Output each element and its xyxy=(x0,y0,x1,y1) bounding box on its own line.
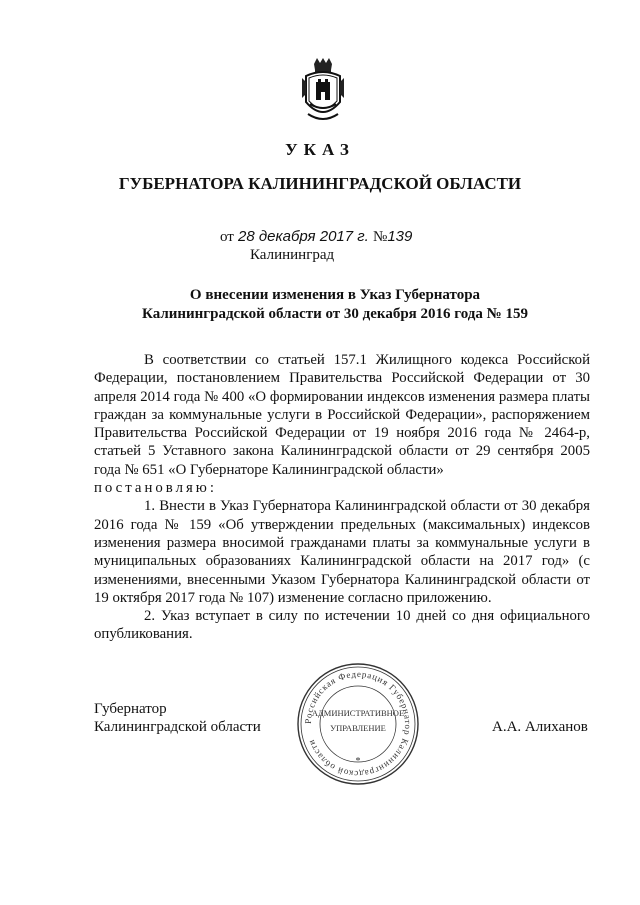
date-prefix: от xyxy=(220,229,234,245)
subject-heading xyxy=(90,286,580,324)
official-seal xyxy=(294,660,422,788)
coat-of-arms-emblem xyxy=(300,58,346,126)
document-number: 139 xyxy=(387,228,413,245)
number-label: № xyxy=(373,229,388,245)
document-date: 28 декабря 2017 г. xyxy=(238,228,369,245)
signatory-name: А.А. Алиханов xyxy=(492,719,588,735)
decree-body xyxy=(94,351,590,644)
document-type-title: УКАЗ xyxy=(285,140,355,159)
seal-center-line-2: УПРАВЛЕНИЕ xyxy=(330,723,386,733)
preamble-paragraph: В соответствии со статьей 157.1 Жилищного кодекса Российской Федерации, постановлением Правительства Российской Федерации от 30 апреля 2014 года № 400 «О формировании индексов изменения размера платы граждан за коммунальные услуги в Российской Федерации», распоряжением Правительства Российской Федерации от 19 ноября 2016 года № 2464-р, статьей 5 Уставного закона Калининградской области от 29 сентября 2005 года № 651 «О Губернаторе Калининградской области» xyxy=(94,352,590,478)
date-number-line xyxy=(220,228,412,246)
decree-word: постановляю: xyxy=(94,480,217,497)
seal-ring-text: Российская Федерация Губернатор Калининградской области xyxy=(302,668,414,780)
seal-star: * xyxy=(355,756,361,767)
item-1-paragraph: 1. Внести в Указ Губернатора Калининградской области от 30 декабря 2016 года № 159 «Об утверждении предельных (максимальных) индексов изменения размера вносимой гражданами платы за коммунальные услуги в муниципальных образованиях Калининградской области на 2017 год» (с изменениями, внесенными Указом Губернатора Калининградской области от 19 октября 2017 года № 107) изменение согласно приложению. xyxy=(94,498,590,606)
signatory-position xyxy=(94,700,261,736)
position-line-1: Губернатор xyxy=(94,701,167,717)
position-line-2: Калининградской области xyxy=(94,719,261,735)
seal-center-line-1: АДМИНИСТРАТИВНОЕ xyxy=(311,708,405,718)
city: Калининград xyxy=(250,247,335,263)
subject-line-1: О внесении изменения в Указ Губернатора xyxy=(189,287,481,303)
item-2-paragraph: 2. Указ вступает в силу по истечении 10 дней со дня официального опубликования. xyxy=(94,608,590,643)
subject-line-2: Калининградской области от 30 декабря 2016 года № 159 xyxy=(142,306,528,322)
issuer-title: ГУБЕРНАТОРА КАЛИНИНГРАДСКОЙ ОБЛАСТИ xyxy=(118,174,522,193)
